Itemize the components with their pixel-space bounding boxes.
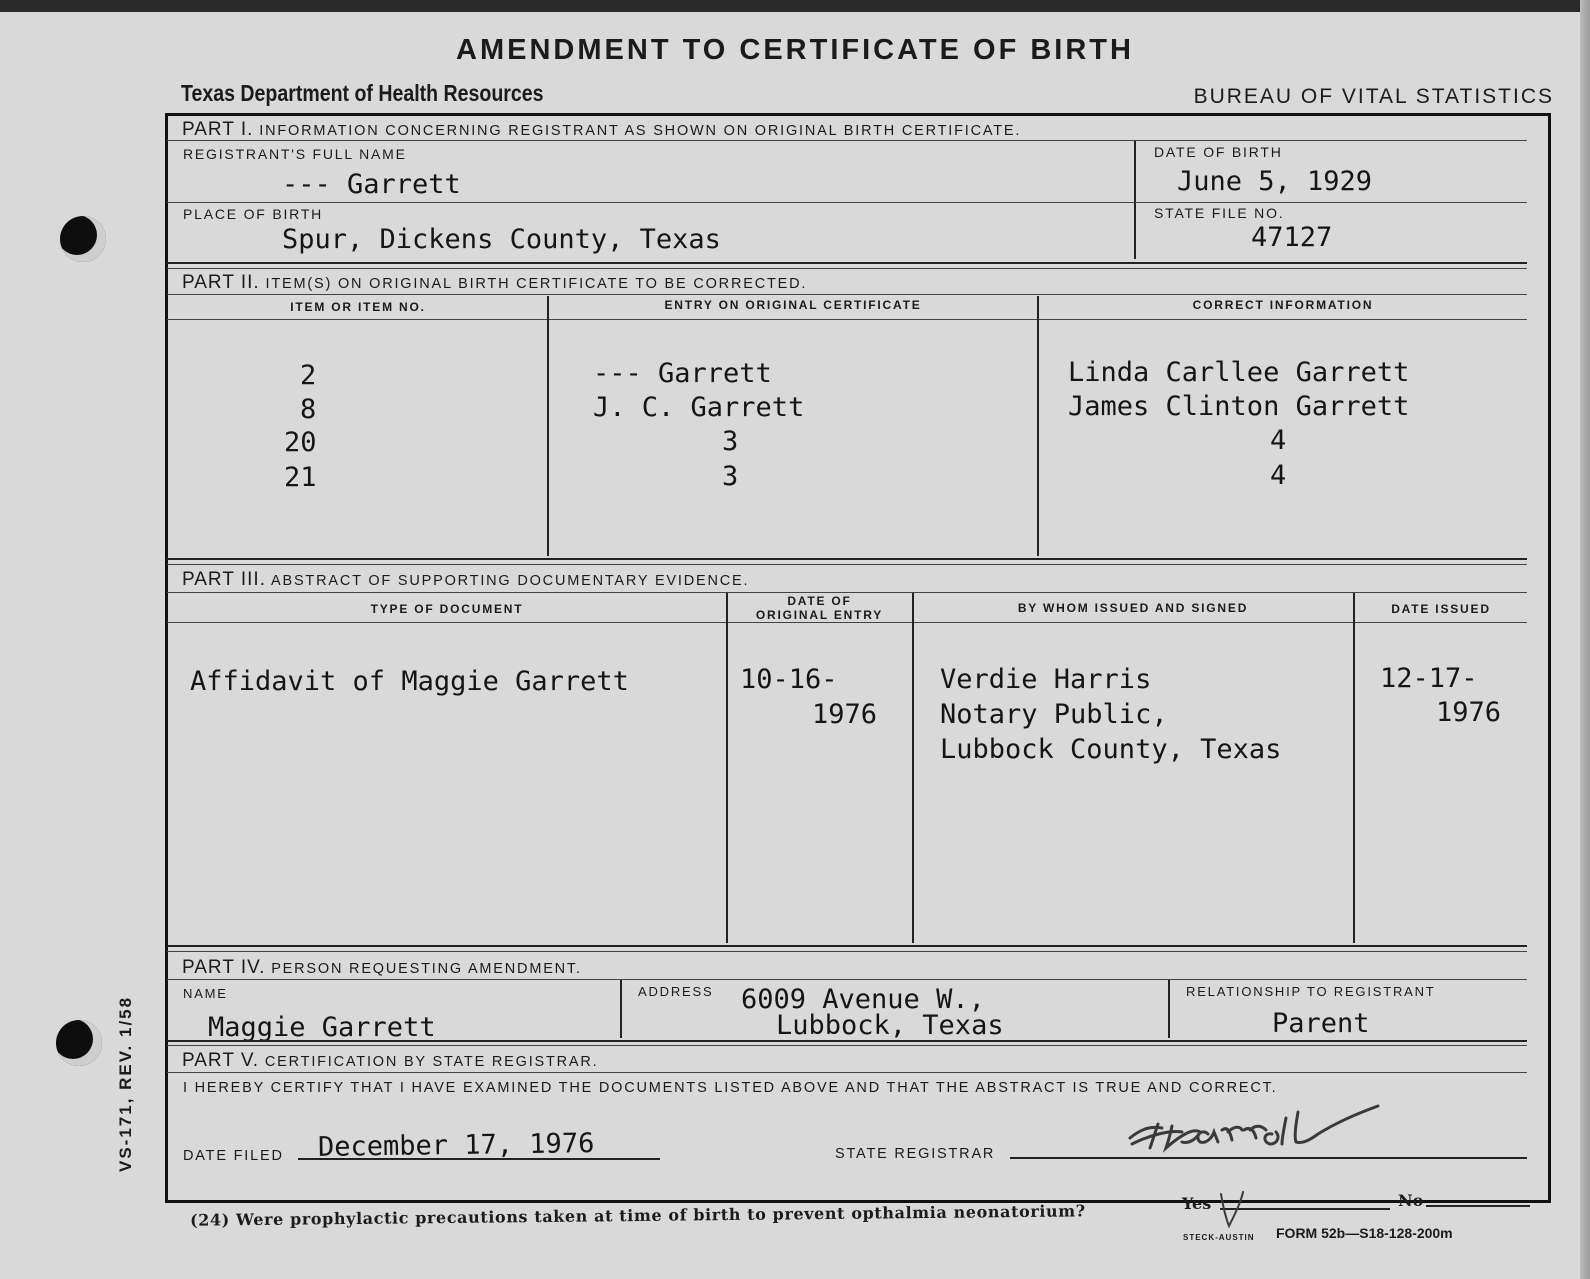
part1-heading: PART I. INFORMATION CONCERNING REGISTRANT AS SHOWN ON ORIGINAL BIRTH CERTIFICATE. [182,119,1022,140]
printer-imprint: STECK-AUSTIN [1183,1233,1255,1242]
yes-label: Yes [1182,1194,1212,1213]
correct-info: 4 [1270,425,1287,456]
original-entry: 3 [722,461,739,492]
rule [167,294,1527,295]
item-no: 8 [300,394,317,425]
col-correct-header: CORRECT INFORMATION [1192,298,1374,312]
state-file-label: STATE FILE NO. [1154,205,1285,221]
form-number: FORM 52b—S18-128-200m [1276,1225,1453,1241]
col-type-header: TYPE OF DOCUMENT [370,602,524,616]
col-item-header: ITEM OR ITEM NO. [290,300,426,314]
rule [167,1072,1527,1073]
part3-heading: PART III. ABSTRACT OF SUPPORTING DOCUMENTARY EVIDENCE. [182,569,750,590]
rule [298,1158,660,1160]
part4-heading: PART IV. PERSON REQUESTING AMENDMENT. [182,957,582,978]
yes-check-mark [1213,1188,1253,1232]
issuer-line2: Notary Public, [940,699,1168,730]
item-no: 20 [284,427,317,458]
relationship-label: RELATIONSHIP TO REGISTRANT [1186,984,1436,999]
correct-info: 4 [1270,460,1287,491]
document-type: Affidavit of Maggie Garrett [190,666,629,697]
rule [167,558,1527,560]
rule [167,1040,1527,1042]
rule [167,319,1527,320]
col-entry-header: ENTRY ON ORIGINAL CERTIFICATE [664,298,922,312]
pob-label: PLACE OF BIRTH [183,206,324,222]
rule [167,268,1527,269]
item-no: 2 [300,360,317,391]
date-issued-l2: 1976 [1436,697,1502,728]
rule [167,262,1527,264]
date-issued-l1: 12-17- [1380,663,1478,694]
rule [167,564,1527,565]
rule [726,593,728,943]
requester-name-label: NAME [183,986,228,1001]
requester-name-value: Maggie Garrett [208,1012,436,1043]
date-filed-value: December 17, 1976 [317,1128,595,1163]
rule [167,951,1527,952]
rule [1037,296,1039,556]
rule [1134,141,1136,259]
orig-entry-date-l2: 1976 [812,699,878,730]
rule [1353,593,1355,943]
pob-value: Spur, Dickens County, Texas [282,224,721,255]
rule [1168,980,1170,1038]
rule [167,945,1527,947]
punch-hole-bottom [56,1020,102,1066]
correct-info: James Clinton Garrett [1068,391,1410,422]
part2-heading: PART II. ITEM(S) ON ORIGINAL BIRTH CERTIFICATE TO BE CORRECTED. [182,272,808,293]
address-label: ADDRESS [638,984,714,999]
certification-statement: I HEREBY CERTIFY THAT I HAVE EXAMINED THE DOCUMENTS LISTED ABOVE AND THAT THE ABSTRACT IS TRUE AND CORRECT. [183,1080,1278,1096]
rule [1426,1205,1530,1207]
col-issuer-header: BY WHOM ISSUED AND SIGNED [1017,601,1249,615]
part5-heading: PART V. CERTIFICATION BY STATE REGISTRAR. [182,1050,599,1071]
issuer-line1: Verdie Harris [940,664,1152,695]
correct-info: Linda Carllee Garrett [1068,357,1410,388]
date-filed-label: DATE FILED [183,1148,284,1164]
rule [167,202,1527,203]
rule [167,1045,1527,1046]
state-registrar-label: STATE REGISTRAR [835,1146,996,1162]
issuer-line3: Lubbock County, Texas [940,734,1282,765]
rule [547,296,549,556]
no-label: No [1398,1191,1424,1210]
rule [912,593,914,943]
agency-name: Texas Department of Health Resources [181,80,544,106]
prophylactic-question: (24) Were prophylactic precautions taken at time of birth to prevent opthalmia neonatorium? [189,1201,1086,1230]
registrant-name-value: --- Garrett [282,169,461,200]
rule [167,979,1527,980]
rule [620,980,622,1038]
form-code-vertical: VS-171, REV. 1/58 [116,995,135,1172]
punch-hole-top [60,216,106,262]
dob-value: June 5, 1929 [1177,166,1373,197]
dob-label: DATE OF BIRTH [1154,144,1283,160]
stacked-sheet-edge [1580,0,1590,1279]
rule [167,592,1527,593]
item-no: 21 [284,462,317,493]
state-file-value: 47127 [1251,222,1333,253]
rule [167,140,1527,141]
registrar-signature [1122,1098,1387,1158]
col-date-issued-header: DATE ISSUED [1391,602,1491,616]
address-line2: Lubbock, Texas [776,1010,1004,1041]
original-entry: J. C. Garrett [593,392,805,423]
original-entry: 3 [722,426,739,457]
rule [167,622,1527,623]
original-entry: --- Garrett [593,358,772,389]
orig-entry-date-l1: 10-16- [740,664,838,695]
registrant-name-label: REGISTRANT'S FULL NAME [183,146,407,162]
relationship-value: Parent [1272,1008,1370,1039]
col-orig-date-header: DATE OF ORIGINAL ENTRY [755,594,884,622]
form-title: AMENDMENT TO CERTIFICATE OF BIRTH [456,34,1134,66]
address-line1: 6009 Avenue W., [741,984,985,1015]
bureau-name: BUREAU OF VITAL STATISTICS [1193,85,1554,108]
